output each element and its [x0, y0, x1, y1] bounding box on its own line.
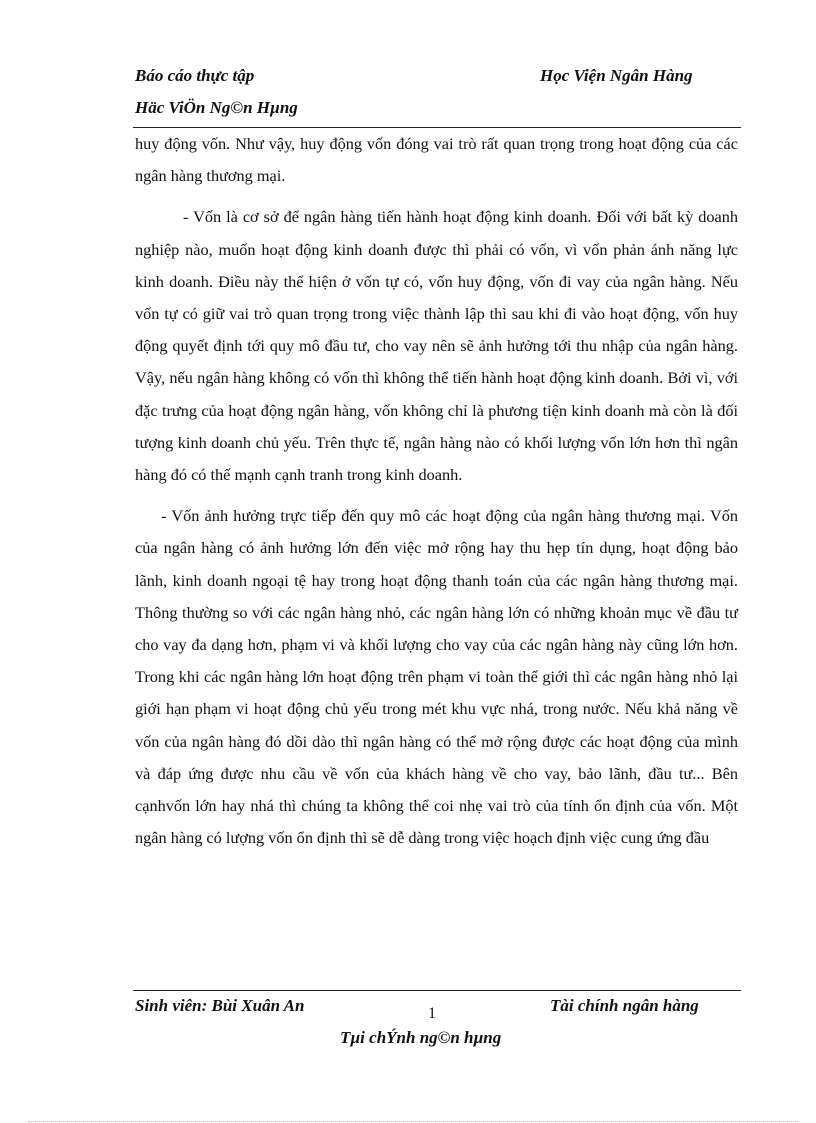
paragraph-1: huy động vốn. Như vậy, huy động vốn đóng vai trò rất quan trọng trong hoạt động của các ngân hàng thương mại.: [135, 134, 738, 186]
footer-student-name: Sinh viên: Bùi Xuân An: [135, 996, 305, 1015]
page-edge-divider: [28, 1121, 798, 1122]
paragraph-2: - Vốn là cơ sở để ngân hàng tiến hành hoạt động kinh doanh. Đối với bất kỳ doanh nghiệp nào, muốn hoạt động kinh doanh được thì phải có vốn, vì vốn phản ánh năng lực kinh doanh. Điều này thể hiện ở vốn tự có, vốn huy động, vốn đi vay của ngân hàng. Nếu vốn tự có giữ vai trò quan trọng trong việc thành lập thì sau khi đi vào hoạt động, vốn huy động quyết định tới quy mô đầu tư, cho vay nên sẽ ảnh hưởng tới thu nhập của ngân hàng. Vậy, nếu ngân hàng không có vốn thì không thể tiến hành hoạt động kinh doanh. Bởi vì, với đặc trưng của hoạt động ngân hàng, vốn không chỉ là phương tiện kinh doanh mà còn là đối tượng kinh doanh chủ yếu. Trên thực tế, ngân hàng nào có khối lượng vốn lớn hơn thì ngân hàng đó có thế mạnh cạnh tranh trong kinh doanh.: [135, 207, 738, 485]
footer-legacy-encoded-text: Tµi chÝnh ng©n hµng: [340, 1028, 502, 1047]
header-legacy-encoded-text: Häc ViÖn Ng©n Hµng: [135, 98, 298, 117]
header-institution: Học Viện Ngân Hàng: [540, 66, 693, 85]
header-report-title: Báo cáo thực tập: [135, 66, 255, 85]
page-number: 1: [428, 1005, 436, 1022]
paragraph-3: - Vốn ảnh hưởng trực tiếp đến quy mô các hoạt động của ngân hàng thương mại. Vốn của ngân hàng có ảnh hưởng lớn đến việc mở rộng hay thu hẹp tín dụng, hoạt động bảo lãnh, kinh doanh ngoại tệ hay trong hoạt động thanh toán của các ngân hàng thương mại. Thông thường so với các ngân hàng nhỏ, các ngân hàng lớn có những khoản mục về đầu tư cho vay đa dạng hơn, phạm vi và khối lượng cho vay của các ngân hàng này cũng lớn hơn. Trong khi các ngân hàng lớn hoạt động trên phạm vi toàn thế giới thì các ngân hàng nhỏ lại giới hạn phạm vi hoạt động chủ yếu trong mét khu vực nhá, trong nước. Nếu khả năng về vốn của ngân hàng đó dồi dào thì ngân hàng có thể mở rộng được các hoạt động của mình và đáp ứng được nhu cầu về vốn của khách hàng về cho vay, bảo lãnh, đầu tư... Bên cạnhvốn lớn hay nhá thì chúng ta không thể coi nhẹ vai trò của tính ổn định của vốn. Một ngân hàng có lượng vốn ổn định thì sẽ dễ dàng trong việc hoạch định việc cung ứng đầu: [135, 506, 738, 848]
footer-divider: [133, 990, 741, 991]
document-body: [135, 128, 738, 854]
footer-department: Tài chính ngân hàng: [550, 996, 699, 1015]
